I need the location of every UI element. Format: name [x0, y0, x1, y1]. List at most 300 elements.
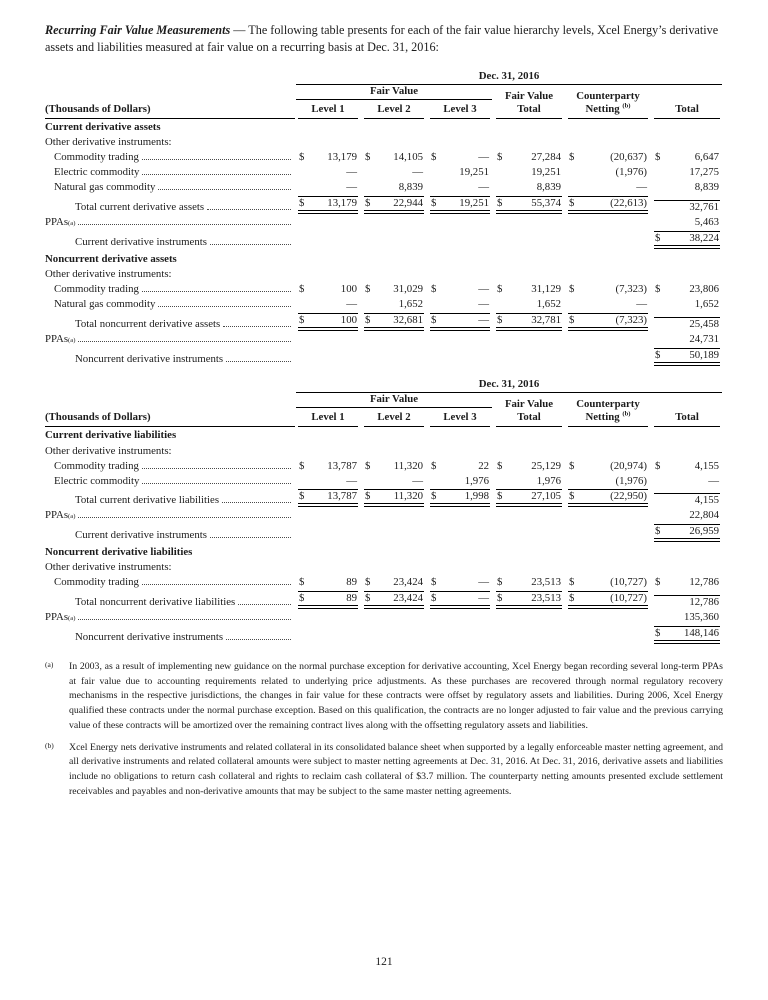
col-header-fair-value-total [493, 85, 565, 119]
footnote-b [45, 741, 723, 800]
level2-label: Level 2 [364, 103, 424, 119]
row-label: PPAs (a) [45, 216, 295, 229]
value-cell [427, 230, 493, 250]
value-box [430, 298, 490, 311]
row-label-cell [45, 150, 295, 165]
row-label [45, 151, 295, 164]
row-label [45, 529, 295, 542]
row-label-cell [45, 427, 723, 443]
value-box [496, 196, 562, 214]
value-box [364, 298, 424, 311]
dollar-sign: $ [569, 490, 575, 503]
value-cell [565, 508, 651, 523]
row-label-text: Current derivative instruments [75, 236, 207, 249]
dollar-sign: $ [365, 197, 371, 210]
dollar-sign: $ [431, 490, 437, 503]
dollar-sign: $ [569, 151, 575, 164]
dollar-sign: $ [497, 151, 503, 164]
counterparty-line2 [568, 103, 648, 116]
row-label-text: Commodity trading [54, 459, 139, 472]
header-row-groups r2 [45, 393, 723, 408]
footnote-a [45, 660, 723, 733]
cell-value: — [412, 166, 423, 179]
value-cell [361, 165, 427, 180]
value-cell [427, 610, 493, 625]
value-cell [361, 230, 427, 250]
value-cell [427, 332, 493, 347]
value-cell [565, 165, 651, 180]
cell-value: 23,806 [689, 283, 720, 296]
value-box [298, 475, 358, 488]
dot-leaders [158, 306, 291, 307]
cell-value: — [636, 181, 647, 194]
dot-leaders [142, 159, 291, 160]
value-box [430, 591, 490, 609]
cell-value: 31,129 [531, 283, 561, 296]
row-label-cell [45, 575, 295, 590]
data-row [45, 508, 723, 523]
row-label-text: Natural gas commodity [54, 181, 156, 194]
footnote-a-marker: (a) [45, 660, 54, 670]
value-box [298, 196, 358, 214]
dollar-sign: $ [497, 592, 503, 605]
dollar-sign: $ [431, 313, 437, 326]
value-cell [493, 165, 565, 180]
dollar-sign: $ [431, 197, 437, 210]
row-label-cell [45, 312, 295, 332]
dollar-sign: $ [569, 313, 575, 326]
row-label-text: Total current derivative assets [75, 201, 205, 214]
cell-value: 13,179 [327, 197, 357, 210]
value-box [496, 298, 562, 311]
value-box [654, 493, 720, 507]
data-row [45, 165, 723, 180]
value-cell [295, 610, 361, 625]
value-cell [651, 332, 723, 347]
value-box [364, 166, 424, 179]
value-cell [651, 347, 723, 367]
row-label-cell [45, 165, 295, 180]
thousands-of-dollars-label: (Thousands of Dollars) [45, 411, 295, 427]
value-cell [565, 195, 651, 215]
value-cell [565, 150, 651, 165]
cell-value: — [478, 283, 489, 296]
value-box [364, 489, 424, 507]
row-label-cell [45, 267, 723, 282]
cell-value: 1,652 [398, 298, 423, 310]
value-cell [651, 474, 723, 489]
dot-leaders [238, 604, 291, 605]
value-cell [493, 215, 565, 230]
cell-value: 17,275 [689, 166, 720, 179]
dollar-sign: $ [299, 151, 305, 164]
value-cell [361, 347, 427, 367]
value-cell [295, 332, 361, 347]
thousands-of-dollars-cell [45, 408, 295, 427]
value-box [364, 181, 424, 194]
value-box [298, 313, 358, 331]
fair-value-table [45, 70, 723, 367]
cell-value: 12,786 [689, 576, 720, 589]
cell-value: (10,727) [610, 576, 647, 589]
value-box [654, 317, 720, 331]
value-cell [361, 180, 427, 195]
cell-value: 22 [478, 459, 489, 472]
row-label-text: Electric commodity [54, 166, 140, 179]
cell-value: (7,323) [615, 283, 647, 296]
intro-lead: Recurring Fair Value Measurements [45, 23, 231, 37]
value-cell [427, 523, 493, 543]
data-row [45, 575, 723, 590]
dollar-sign: $ [299, 459, 305, 472]
value-cell [361, 488, 427, 508]
cell-value: 5,463 [694, 216, 720, 229]
cell-value: 32,761 [689, 201, 720, 214]
col-header-total [651, 393, 723, 427]
row-label-cell [45, 625, 295, 645]
value-box [496, 475, 562, 488]
row-label-text: Total noncurrent derivative liabilities [75, 596, 236, 609]
row-label: PPAs (a) [45, 611, 295, 624]
value-cell [651, 282, 723, 297]
dot-leaders [210, 244, 291, 245]
dot-leaders [142, 584, 291, 585]
value-cell [493, 297, 565, 312]
value-box [364, 576, 424, 589]
cell-value: 23,424 [393, 592, 423, 605]
value-box [654, 576, 720, 589]
cell-value: 1,976 [536, 474, 561, 487]
level3-label: Level 3 [430, 411, 490, 427]
cell-value: 148,146 [683, 627, 720, 640]
value-cell [295, 625, 361, 645]
cell-value: 4,155 [694, 494, 720, 507]
value-cell [565, 215, 651, 230]
row-label [45, 596, 295, 609]
value-cell [651, 215, 723, 230]
value-cell [493, 474, 565, 489]
row-label-text: Noncurrent derivative instruments [75, 352, 224, 365]
cell-value: 23,513 [531, 576, 561, 589]
cell-value: 1,998 [464, 490, 489, 503]
row-label [45, 353, 295, 366]
spacer-cell [45, 85, 295, 100]
value-box [496, 181, 562, 194]
cell-value: 14,105 [393, 151, 423, 164]
row-label-text: Commodity trading [54, 283, 139, 296]
col-header-level2 [361, 408, 427, 427]
dot-leaders [142, 483, 291, 484]
cell-value: — [478, 313, 489, 326]
section-row [45, 119, 723, 135]
cell-value: — [636, 298, 647, 310]
value-box [568, 181, 648, 194]
value-box [364, 151, 424, 164]
row-label [45, 166, 295, 179]
value-cell [361, 575, 427, 590]
dot-leaders [222, 502, 291, 503]
dot-leaders [142, 291, 291, 292]
dollar-sign: $ [655, 576, 661, 589]
value-cell [651, 150, 723, 165]
value-box [430, 181, 490, 194]
value-cell [295, 347, 361, 367]
value-cell [361, 459, 427, 474]
section-row [45, 250, 723, 266]
value-box [568, 475, 648, 488]
data-row [45, 590, 723, 610]
col-header-level3 [427, 100, 493, 119]
value-cell [427, 575, 493, 590]
value-cell [295, 590, 361, 610]
data-row [45, 282, 723, 297]
value-box [430, 460, 490, 473]
value-cell [427, 180, 493, 195]
fair-value-group-cell [295, 85, 493, 100]
cell-value: 25,129 [531, 459, 561, 472]
dollar-sign: $ [299, 313, 305, 326]
row-label-cell [45, 119, 723, 135]
value-cell [493, 575, 565, 590]
value-cell [427, 215, 493, 230]
header-row-date [45, 70, 723, 85]
value-cell [427, 590, 493, 610]
header-row-groups r2 [45, 85, 723, 100]
dot-leaders [226, 361, 291, 362]
fair-value-group-cell [295, 393, 493, 408]
value-cell [493, 195, 565, 215]
date-header-cell [295, 378, 723, 393]
section-row [45, 543, 723, 559]
value-cell [651, 523, 723, 543]
cell-value: (7,323) [615, 313, 647, 326]
value-cell [361, 282, 427, 297]
cell-value: 8,839 [694, 181, 720, 194]
row-label-cell [45, 282, 295, 297]
row-label [45, 494, 295, 507]
dot-leaders [142, 468, 291, 469]
value-cell [361, 610, 427, 625]
value-box [364, 283, 424, 296]
value-box [568, 313, 648, 331]
value-box [654, 151, 720, 164]
value-box [568, 283, 648, 296]
value-cell [295, 575, 361, 590]
fair-value-table [45, 378, 723, 645]
dot-leaders [78, 224, 291, 225]
dot-leaders [78, 517, 291, 518]
value-box [364, 475, 424, 488]
value-cell [295, 180, 361, 195]
dollar-sign: $ [569, 283, 575, 296]
value-box [496, 313, 562, 331]
cell-value: 50,189 [689, 348, 720, 361]
row-label [45, 318, 295, 331]
level3-label: Level 3 [430, 103, 490, 119]
value-box [496, 283, 562, 296]
cell-value: 19,251 [459, 166, 489, 179]
cell-value: — [412, 474, 423, 487]
cell-value: 12,786 [689, 596, 720, 609]
cell-value: 55,374 [531, 197, 561, 210]
value-cell [361, 625, 427, 645]
value-box [654, 509, 720, 522]
header-row-date [45, 378, 723, 393]
row-label-text: Natural gas commodity [54, 298, 156, 310]
row-label [45, 283, 295, 296]
value-cell [361, 474, 427, 489]
row-label-text: Total noncurrent derivative assets [75, 317, 221, 330]
cell-value: — [478, 298, 489, 310]
row-label-text: PPAs [45, 332, 69, 345]
value-cell [493, 610, 565, 625]
dollar-sign: $ [431, 283, 437, 296]
value-cell [361, 195, 427, 215]
value-box [364, 313, 424, 331]
cell-value: 38,224 [689, 232, 720, 245]
row-label-text: PPAs [45, 509, 69, 522]
value-cell [651, 180, 723, 195]
row-label-cell [45, 230, 295, 250]
dollar-sign: $ [365, 283, 371, 296]
value-cell [493, 508, 565, 523]
row-label-text: PPAs [45, 611, 69, 624]
value-cell [493, 523, 565, 543]
col-header-fair-value-total [493, 393, 565, 427]
row-label-cell [45, 250, 723, 266]
value-cell [361, 150, 427, 165]
value-cell [361, 312, 427, 332]
value-box [430, 151, 490, 164]
level2-label: Level 2 [364, 411, 424, 427]
counterparty-line1: Counterparty [576, 89, 640, 102]
data-row [45, 195, 723, 215]
page-number: 121 [375, 956, 393, 968]
value-box [496, 576, 562, 589]
netting-label: Netting [585, 102, 623, 115]
subheader-row [45, 135, 723, 150]
cell-value: 8,839 [536, 181, 561, 194]
value-cell [295, 508, 361, 523]
dot-leaders [207, 209, 291, 210]
intro-body: — The following table presents for each of the fair value hierarchy levels, Xcel Energy’s derivative assets and liabilities measured at fair value on a recurring basis at Dec. 31, 2016: [45, 23, 719, 54]
value-cell [651, 459, 723, 474]
cell-value: 4,155 [694, 459, 720, 472]
value-box [298, 460, 358, 473]
cell-value: 11,320 [393, 490, 423, 503]
section-label: Noncurrent derivative liabilities [45, 545, 193, 558]
dollar-sign: $ [365, 151, 371, 164]
value-cell [493, 230, 565, 250]
level1-label: Level 1 [298, 103, 358, 119]
value-box [568, 151, 648, 164]
dot-leaders [226, 639, 291, 640]
cell-value: 1,652 [536, 298, 561, 310]
cell-value: (22,950) [610, 490, 647, 503]
row-label-text: Total current derivative liabilities [75, 494, 220, 507]
subheader-row [45, 443, 723, 458]
cell-value: — [478, 576, 489, 589]
value-cell [427, 459, 493, 474]
row-label-cell [45, 459, 295, 474]
dollar-sign: $ [299, 576, 305, 589]
value-box [654, 611, 720, 624]
dollar-sign: $ [299, 592, 305, 605]
cell-value: (22,613) [610, 197, 647, 210]
section-label: Noncurrent derivative assets [45, 252, 177, 265]
thousands-of-dollars-cell [45, 100, 295, 119]
row-label [45, 236, 295, 249]
data-row [45, 180, 723, 195]
value-cell [295, 195, 361, 215]
data-row [45, 488, 723, 508]
value-box [568, 576, 648, 589]
data-row [45, 610, 723, 625]
value-box [298, 283, 358, 296]
dollar-sign: $ [365, 592, 371, 605]
cell-value: — [346, 181, 357, 194]
dollar-sign: $ [497, 576, 503, 589]
dollar-sign: $ [569, 197, 575, 210]
fair-value-total-line2: Total [517, 410, 541, 423]
date-header-cell [295, 70, 723, 85]
value-cell [295, 474, 361, 489]
value-box [298, 576, 358, 589]
row-label-cell [45, 195, 295, 215]
value-cell [651, 610, 723, 625]
row-label: PPAs (a) [45, 333, 295, 346]
dollar-sign: $ [497, 197, 503, 210]
cell-value: (1,976) [615, 166, 647, 179]
cell-value: 89 [346, 576, 357, 589]
col-header-counterparty-netting [565, 85, 651, 119]
cell-value: — [478, 592, 489, 605]
dollar-sign: $ [365, 313, 371, 326]
value-cell [427, 297, 493, 312]
cell-value: 100 [340, 313, 357, 326]
value-box [298, 489, 358, 507]
value-box [654, 283, 720, 296]
row-label-cell [45, 297, 295, 312]
dollar-sign: $ [655, 283, 661, 296]
row-label-cell [45, 443, 723, 458]
value-cell [565, 347, 651, 367]
col-header-level1 [295, 408, 361, 427]
data-row [45, 297, 723, 312]
value-cell [565, 523, 651, 543]
value-box [654, 460, 720, 473]
footnote-b-reference: (b) [622, 101, 631, 109]
date-header: Dec. 31, 2016 [296, 70, 722, 85]
value-box [654, 231, 720, 249]
value-cell [427, 165, 493, 180]
value-cell [651, 230, 723, 250]
data-row [45, 150, 723, 165]
cell-value: 1,976 [464, 474, 489, 487]
cell-value: 19,251 [459, 197, 489, 210]
cell-value: 135,360 [683, 611, 720, 624]
fair-value-group-label: Fair Value [296, 85, 492, 100]
section-label: Current derivative assets [45, 121, 161, 134]
section-label: Current derivative liabilities [45, 429, 177, 442]
dot-leaders [78, 619, 291, 620]
value-box [654, 216, 720, 229]
total-label: Total [675, 410, 699, 423]
cell-value: 32,681 [393, 313, 423, 326]
value-cell [565, 282, 651, 297]
value-box [298, 151, 358, 164]
value-box [568, 591, 648, 609]
